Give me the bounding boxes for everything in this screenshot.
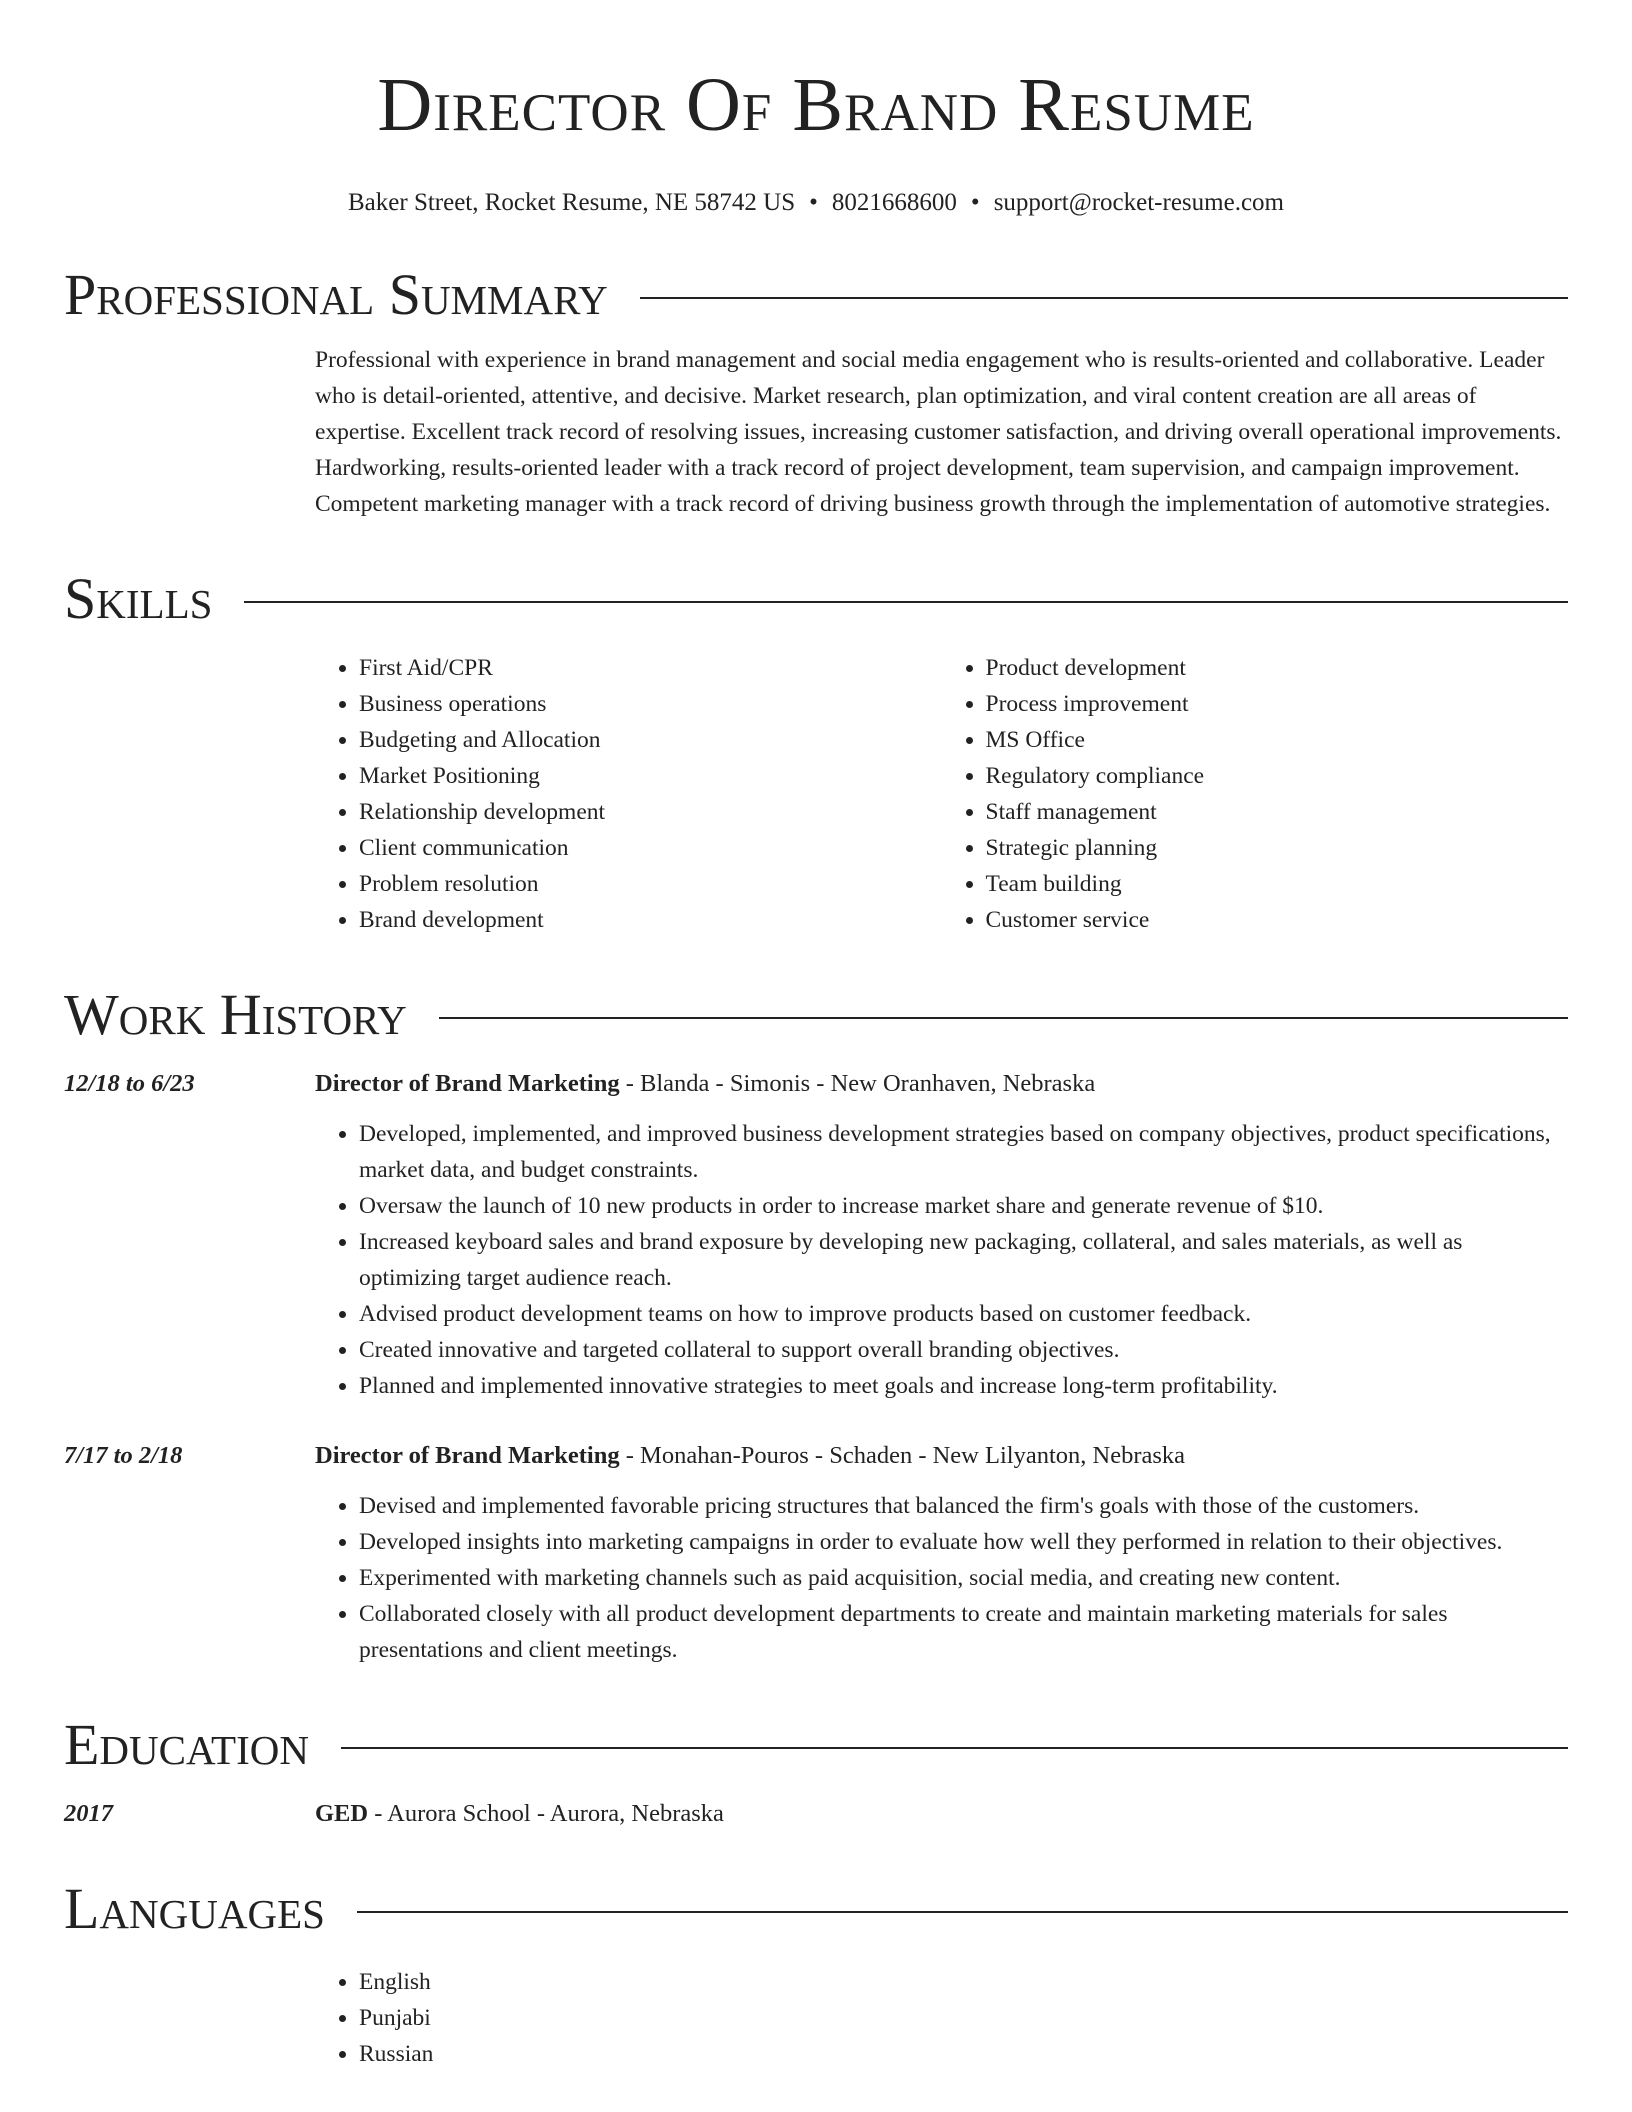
language-item: • English <box>359 1964 1568 2000</box>
resume-title: Director Of Brand Resume <box>377 63 1255 147</box>
contact-line <box>64 188 1568 218</box>
job-bullet: • Collaborated closely with all product development departments to create and maintain marketing materials for sales presentations and client meetings. <box>359 1596 1568 1668</box>
section-title-education: Education <box>64 1712 309 1777</box>
section-header-languages <box>64 1876 1568 1942</box>
skill-item: • Team building <box>986 866 1569 902</box>
skill-item: • Regulatory compliance <box>986 758 1569 794</box>
skill-item: • Brand development <box>359 902 942 938</box>
job-title: Director of Brand Marketing <box>315 1070 620 1097</box>
job-bullets <box>315 1116 1568 1404</box>
job-header <box>64 1438 1568 1474</box>
section-title-languages: Languages <box>64 1876 325 1941</box>
section-title-summary: Professional Summary <box>64 262 608 327</box>
contact-separator: • <box>809 189 818 216</box>
section-header-summary <box>64 262 1568 328</box>
job-header <box>64 1066 1568 1102</box>
contact-email: support@rocket-resume.com <box>993 189 1284 216</box>
section-rule <box>341 1747 1568 1749</box>
job-title: Director of Brand Marketing <box>315 1442 620 1469</box>
skill-item: • Problem resolution <box>359 866 942 902</box>
job-bullet: • Developed insights into marketing campaigns in order to evaluate how well they performed in relation to their objectives. <box>359 1524 1568 1560</box>
job-entry <box>64 1438 1568 1668</box>
section-header-skills <box>64 566 1568 632</box>
skill-item: • Process improvement <box>986 686 1569 722</box>
section-rule <box>640 297 1568 299</box>
skill-item: • First Aid/CPR <box>359 650 942 686</box>
skill-item: • Product development <box>986 650 1569 686</box>
job-bullet: • Experimented with marketing channels such as paid acquisition, social media, and creating new content. <box>359 1560 1568 1596</box>
section-rule <box>244 601 1568 603</box>
section-title-work: Work History <box>64 982 407 1047</box>
skill-item: • Budgeting and Allocation <box>359 722 942 758</box>
job-bullet: • Oversaw the launch of 10 new products in order to increase market share and generate revenue of $10. <box>359 1188 1568 1224</box>
skill-item: • Customer service <box>986 902 1569 938</box>
contact-phone: 8021668600 <box>831 189 957 216</box>
section-header-education <box>64 1712 1568 1778</box>
education-degree: GED <box>315 1800 369 1827</box>
skill-item: • Relationship development <box>359 794 942 830</box>
job-employer: - Blanda - Simonis - New Oranhaven, Nebraska <box>619 1070 1096 1097</box>
education-school: - Aurora School - Aurora, Nebraska <box>368 1800 724 1827</box>
job-bullet: • Planned and implemented innovative strategies to meet goals and increase long-term profitability. <box>359 1368 1568 1404</box>
skill-item: • Business operations <box>359 686 942 722</box>
skills-list <box>315 650 1568 938</box>
skill-item: • Client communication <box>359 830 942 866</box>
language-item: • Punjabi <box>359 2000 1568 2036</box>
skill-item: • Staff management <box>986 794 1569 830</box>
job-bullet: • Created innovative and targeted collateral to support overall branding objectives. <box>359 1332 1568 1368</box>
skills-column-left <box>315 650 942 938</box>
skill-item: • MS Office <box>986 722 1569 758</box>
job-bullet: • Advised product development teams on how to improve products based on customer feedback. <box>359 1296 1568 1332</box>
education-heading <box>315 1796 724 1832</box>
skill-item: • Strategic planning <box>986 830 1569 866</box>
job-bullet: • Developed, implemented, and improved business development strategies based on company objectives, product specifications, market data, and budget constraints. <box>359 1116 1568 1188</box>
section-rule <box>357 1911 1568 1913</box>
job-bullet: • Devised and implemented favorable pricing structures that balanced the firm's goals with those of the customers. <box>359 1488 1568 1524</box>
job-entry <box>64 1066 1568 1404</box>
skill-item: • Market Positioning <box>359 758 942 794</box>
job-bullets <box>315 1488 1568 1668</box>
language-item: • Russian <box>359 2036 1568 2072</box>
job-employer: - Monahan-Pouros - Schaden - New Lilyanton, Nebraska <box>619 1442 1186 1469</box>
education-entry <box>64 1796 1568 1832</box>
contact-address: Baker Street, Rocket Resume, NE 58742 US <box>348 189 796 216</box>
job-dates: 12/18 to 6/23 <box>64 1070 195 1097</box>
job-dates: 7/17 to 2/18 <box>64 1442 183 1469</box>
skills-column-right <box>942 650 1569 938</box>
summary-text: Professional with experience in brand management and social media engagement who is results-oriented and collaborative. Leader who is detail-oriented, attentive, and decisive. Market research, plan optimization, and viral content creation are all areas of expertise. Excellent track record of resolving issues, increasing customer satisfaction, and driving overall operational improvements. Hardworking, results-oriented leader with a track record of project development, team supervision, and campaign improvement. Competent marketing manager with a track record of driving business growth through the implementation of automotive strategies. <box>315 347 1562 517</box>
education-year: 2017 <box>64 1800 113 1827</box>
section-title-skills: Skills <box>64 566 213 631</box>
languages-list <box>315 1964 1568 2072</box>
job-bullet: • Increased keyboard sales and brand exposure by developing new packaging, collateral, and sales materials, as well as optimizing target audience reach. <box>359 1224 1568 1296</box>
job-heading <box>315 1066 1095 1102</box>
contact-separator: • <box>970 189 980 216</box>
section-header-work <box>64 982 1568 1048</box>
job-heading <box>315 1438 1185 1474</box>
section-rule <box>439 1017 1568 1019</box>
